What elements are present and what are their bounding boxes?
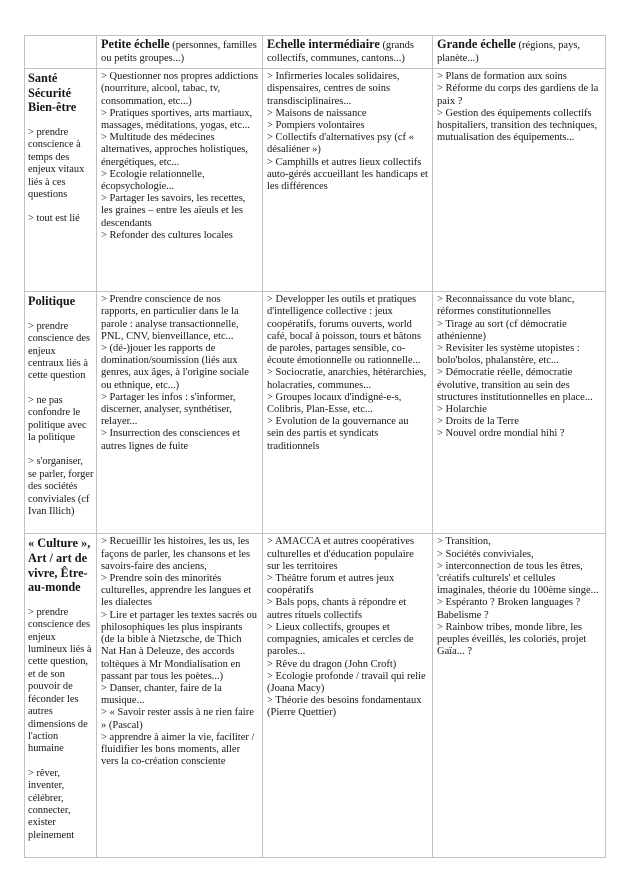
cell-item: > Reconnaissance du vote blanc, réformes constitutionnelles bbox=[437, 294, 575, 318]
cell-item: > Danser, chanter, faire de la musique... bbox=[101, 682, 222, 707]
cell-item: > Théorie des besoins fondamentaux (Pierre Quettier) bbox=[267, 695, 422, 719]
cell-item: > Sociocratie, anarchies, hétérarchies, holacraties, communes... bbox=[267, 367, 427, 391]
cell-item: > Prendre soin des minorités culturelles, apprendre les langues et les dialectes bbox=[101, 573, 252, 609]
header-row bbox=[25, 36, 606, 69]
column-header-grande-echelle bbox=[433, 36, 606, 69]
cell-item: > Camphills et autres lieux collectifs auto-gérés accueillant les handicaps et les différences bbox=[267, 156, 428, 193]
column-header-echelle-intermediaire bbox=[263, 36, 433, 69]
cell-item: > (dé-)jouer les rapports de domination/soumission (liés aux genres, aux âges, à l'origine sociale ou ethnique, etc...) bbox=[101, 343, 249, 391]
column-subtitle: (grands collectifs, communes, cantons...) bbox=[267, 40, 414, 64]
cell-item: > Partager les savoirs, les recettes, les graines – entre les aïeuls et les descendants bbox=[101, 193, 246, 229]
row-label-cell bbox=[25, 292, 97, 534]
cell-item: > Ecologie relationnelle, écopsychologie... bbox=[101, 168, 205, 193]
cell-item: > Evolution de la gouvernance au sein des partis et syndicats traditionnels bbox=[267, 416, 409, 452]
row-label-note: > rêver, inventer, célébrer, connecter, exister pleinement bbox=[28, 767, 75, 841]
cell-item: > Lire et partager les textes sacrés ou philosophiques les plus inspirants (de la bible à Nietzsche, de Thich Nat Han à Deleuze, des accords toltèques à Mr Mondialisation en passant par tous les poètes...) bbox=[101, 609, 258, 682]
cell-item: > Rainbow tribes, monde libre, les peuples éveillés, les coloriés, projet Gaïa... ? bbox=[437, 621, 587, 658]
content-cell bbox=[263, 292, 433, 534]
corner-cell bbox=[25, 36, 97, 69]
table-row bbox=[25, 69, 606, 292]
cell-item: > Sociétés conviviales, bbox=[437, 548, 534, 560]
cell-item: > interconnection de tous les êtres, 'créatifs culturels' et cellules imaginales, théorie du 100ème singe... bbox=[437, 560, 599, 597]
cell-item: > Démocratie réelle, démocratie évolutive, transition au sein des structures institutionnelles en place... bbox=[437, 367, 593, 403]
content-cell bbox=[97, 69, 263, 292]
row-title: Politique bbox=[28, 294, 76, 309]
row-label-note: > prendre conscience des enjeux lumineux liés à cette question, et de son pouvoir de féconder les autres dimensions de l'action humaine bbox=[28, 606, 92, 755]
cell-item: > Questionner nos propres addictions (nourriture, alcool, tabac, tv, consommation, etc...) bbox=[101, 71, 258, 107]
column-title: Petite échelle bbox=[101, 37, 170, 51]
cell-item: > Théâtre forum et autres jeux coopératifs bbox=[267, 573, 395, 597]
cell-item: > Pompiers volontaires bbox=[267, 120, 365, 131]
column-subtitle: (personnes, familles ou petits groupes...) bbox=[101, 40, 257, 64]
cell-item: > Tirage au sort (cf démocratie athénienne) bbox=[437, 318, 567, 342]
content-cell bbox=[433, 69, 606, 292]
cell-item: > Nouvel ordre mondial hihi ? bbox=[437, 428, 565, 440]
cell-item: > Recueillir les histoires, les us, les façons de parler, les chansons et les savoirs-faire des anciens, bbox=[101, 536, 251, 572]
cell-item: > Ecologie profonde / travail qui relie (Joana Macy) bbox=[267, 670, 426, 694]
table-row bbox=[25, 534, 606, 858]
cell-item: > Plans de formation aux soins bbox=[437, 71, 567, 83]
content-cell bbox=[263, 69, 433, 292]
content-cell bbox=[97, 534, 263, 858]
row-label-note: > tout est lié bbox=[28, 213, 80, 225]
cell-item: > Rêve du dragon (John Croft) bbox=[267, 658, 397, 670]
column-header-petite-echelle bbox=[97, 36, 263, 69]
cell-item: > Gestion des équipements collectifs hospitaliers, transition des techniques, mutualisation des équipements... bbox=[437, 107, 598, 144]
cell-item: > Transition, bbox=[437, 536, 491, 548]
cell-item: > Refonder des cultures locales bbox=[101, 229, 233, 241]
row-title: Santé Sécurité Bien-être bbox=[28, 71, 77, 115]
cell-item: > Bals pops, chants à répondre et autres rituels collectifs bbox=[267, 597, 407, 621]
cell-item: > Groupes locaux d'indigné-e-s, Colibris, Plan-Esse, etc... bbox=[267, 391, 402, 416]
row-label-cell bbox=[25, 69, 97, 292]
cell-item: > Réforme du corps des gardiens de la paix ? bbox=[437, 83, 599, 107]
cell-item: > Infirmeries locales solidaires, dispensaires, centres de soins transdisciplinaires... bbox=[267, 71, 400, 107]
scales-matrix-table bbox=[24, 35, 606, 858]
cell-item: > Lieux collectifs, groupes et compagnies, amicales et cercles de paroles... bbox=[267, 621, 414, 658]
column-subtitle: (régions, pays, planète...) bbox=[437, 40, 581, 64]
cell-item: > Developper les outils et pratiques d'intelligence collective : jeux coopératifs, forums ouverts, world café, bocal à poisson, tours et bâtons de paroles, partages sensible, co-écoute émotionnelle ou rationnelle... bbox=[267, 294, 421, 367]
content-cell bbox=[433, 534, 606, 858]
cell-item: > Revisiter les système utopistes : bolo'bolos, phalanstère, etc... bbox=[437, 343, 580, 367]
cell-item: > Espéranto ? Broken languages ? Babelisme ? bbox=[437, 597, 581, 621]
cell-item: > Prendre conscience de nos rapports, en particulier dans le la parole : analyse transactionnelle, PNL, CNV, bienveillance, etc... bbox=[101, 294, 239, 342]
cell-item: > Holarchie bbox=[437, 404, 487, 416]
cell-item: > apprendre à aimer la vie, faciliter / fluidifier les bons moments, aller vers la co-création consciente bbox=[101, 731, 255, 768]
row-label-note: > s'organiser, se parler, forger des sociétés conviviales (cf Ivan Illich) bbox=[28, 456, 94, 518]
content-cell bbox=[97, 292, 263, 534]
cell-item: > AMACCA et autres coopératives culturelles et d'éducation populaire sur les territoires bbox=[267, 536, 415, 572]
row-label-note: > ne pas confondre le politique avec la politique bbox=[28, 394, 87, 444]
cell-item: > Collectifs d'alternatives psy (cf « désaliéner ») bbox=[267, 132, 414, 156]
cell-item: > Insurrection des consciences et autres lignes de fuite bbox=[101, 428, 240, 452]
cell-item: > Maisons de naissance bbox=[267, 107, 367, 119]
row-label-note: > prendre conscience à temps des enjeux vitaux liés à ces questions bbox=[28, 126, 85, 200]
cell-item: > Droits de la Terre bbox=[437, 416, 519, 428]
row-label-cell bbox=[25, 534, 97, 858]
cell-item: > Pratiques sportives, arts martiaux, massages, méditations, yogas, etc... bbox=[101, 107, 253, 131]
cell-item: > Multitude des médecines alternatives, approches holistiques, énergétiques, etc... bbox=[101, 132, 248, 168]
column-title: Echelle intermédiaire bbox=[267, 37, 380, 51]
table-row bbox=[25, 292, 606, 534]
content-cell bbox=[263, 534, 433, 858]
column-title: Grande échelle bbox=[437, 37, 516, 51]
cell-item: > « Savoir rester assis à ne rien faire » (Pascal) bbox=[101, 707, 254, 731]
row-title: « Culture », Art / art de vivre, Être-au-monde bbox=[28, 536, 91, 595]
row-label-note: > prendre conscience des enjeux centraux liés à cette question bbox=[28, 320, 91, 382]
content-cell bbox=[433, 292, 606, 534]
cell-item: > Partager les infos : s'informer, discerner, analyser, synthétiser, relayer... bbox=[101, 391, 236, 428]
